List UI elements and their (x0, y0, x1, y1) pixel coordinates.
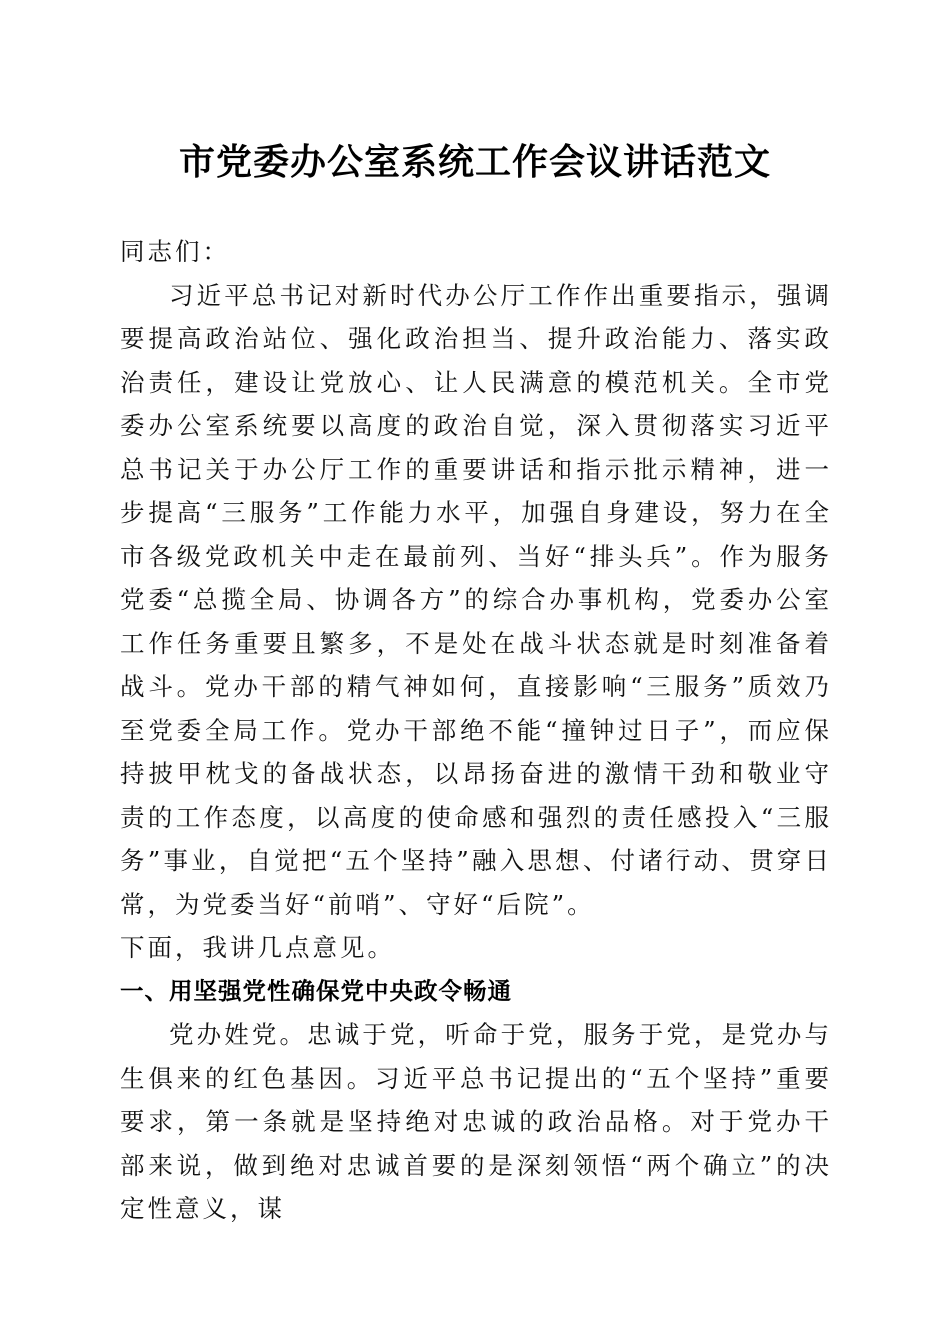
salutation: 同志们： (120, 237, 230, 266)
section-heading: 一、用坚强党性确保党中央政令畅通 (120, 976, 512, 1005)
document-body (120, 230, 832, 1231)
section-paragraph: 党办姓党。忠诚于党，听命于党，服务于党，是党办与生俱来的红色基因。习近平总书记提出的“五个坚持”重要要求，第一条就是坚持绝对忠诚的政治品格。对于党办干部来说，做到绝对忠诚首要的是深刻领悟“两个确立”的决定性意义，谋 (120, 1020, 832, 1223)
intro-paragraph: 习近平总书记对新时代办公厅工作作出重要指示，强调要提高政治站位、强化政治担当、提升政治能力、落实政治责任，建设让党放心、让人民满意的模范机关。全市党委办公室系统要以高度的政治自觉，深入贯彻落实习近平总书记关于办公厅工作的重要讲话和指示批示精神，进一步提高“三服务”工作能力水平，加强自身建设，努力在全市各级党政机关中走在最前列、当好“排头兵”。作为服务党委“总揽全局、协调各方”的综合办事机构，党委办公室工作任务重要且繁多，不是处在战斗状态就是时刻准备着战斗。党办干部的精气神如何，直接影响“三服务”质效乃至党委全局工作。党办干部绝不能“撞钟过日子”，而应保持披甲枕戈的备战状态，以昂扬奋进的激情干劲和敬业守责的工作态度，以高度的使命感和强烈的责任感投入“三服务”事业，自觉把“五个坚持”融入思想、付诸行动、贯穿日常，为党委当好“前哨”、守好“后院”。 (120, 280, 832, 919)
document-title: 市党委办公室系统工作会议讲话范文 (178, 141, 771, 183)
transition-paragraph: 下面，我讲几点意见。 (120, 933, 395, 962)
